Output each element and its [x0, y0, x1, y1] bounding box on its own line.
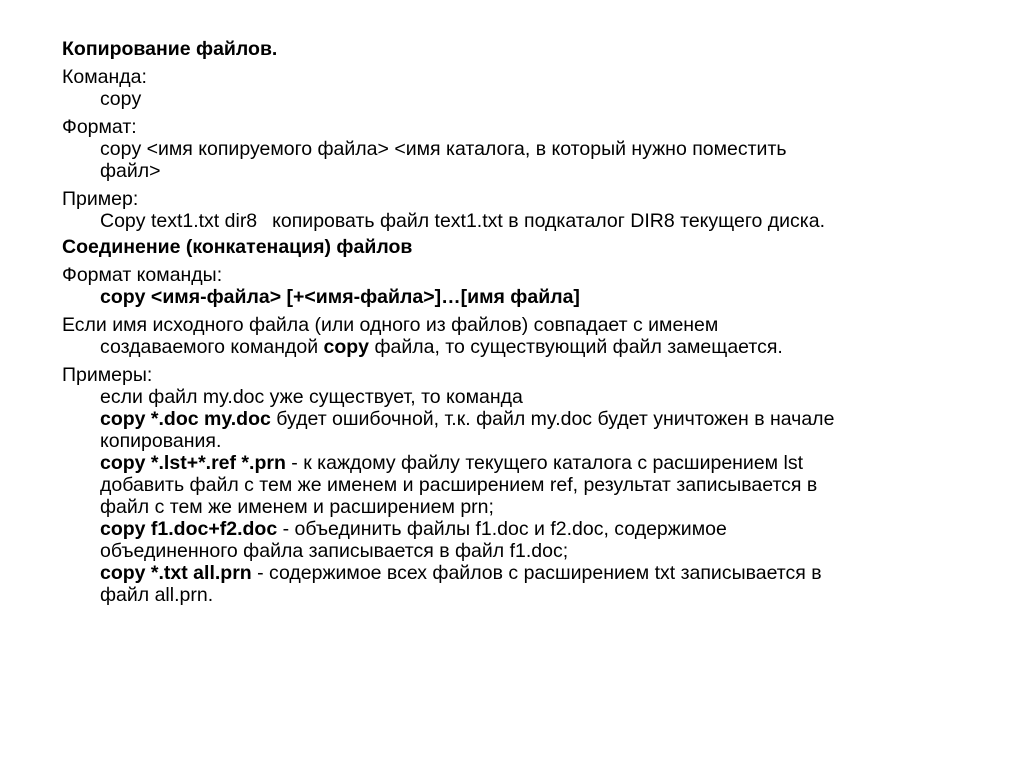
command-label: Команда:: [62, 66, 147, 88]
example-text: добавить файл с тем же именем и расширением ref, результат записывается в: [100, 474, 818, 496]
note-command: copy: [323, 336, 370, 358]
section-title-copy: Копирование файлов.: [62, 38, 278, 60]
example-command: copy *.doc my.doc: [100, 408, 271, 430]
format-command-value: copy <имя-файла> [+<имя-файла>]…[имя файла]: [100, 286, 580, 308]
example-description: копировать файл text1.txt в подкаталог DIR8 текущего диска.: [272, 210, 826, 232]
examples-label: Примеры:: [62, 364, 153, 386]
format-command-label: Формат команды:: [62, 264, 223, 286]
example-label: Пример:: [62, 188, 139, 210]
example-text: файл all.prn.: [100, 584, 214, 606]
example-text: если файл my.doc уже существует, то команда: [100, 386, 523, 408]
note-text: файла, то существующий файл замещается.: [369, 336, 783, 358]
example-text: - содержимое всех файлов с расширением txt записывается в: [251, 562, 822, 584]
example-text: копирования.: [100, 430, 222, 452]
example-command: copy *.txt all.prn: [100, 562, 252, 584]
example-text: объединенного файла записывается в файл f1.doc;: [100, 540, 569, 562]
example-text: будет ошибочной, т.к. файл my.doc будет уничтожен в начале: [270, 408, 835, 430]
format-label: Формат:: [62, 116, 137, 138]
example-line: [62, 408, 962, 430]
note-line: Если имя исходного файла (или одного из файлов) совпадает с именем: [62, 314, 719, 336]
example-line: [62, 518, 962, 540]
example-line: [62, 562, 962, 584]
format-line: copy <имя копируемого файла> <имя каталога, в который нужно поместить: [100, 138, 787, 160]
example-text: файл с тем же именем и расширением prn;: [100, 496, 494, 518]
example-text: - объединить файлы f1.doc и f2.doc, содержимое: [277, 518, 727, 540]
example-text: - к каждому файлу текущего каталога с расширением lst: [285, 452, 803, 474]
example-command: copy *.lst+*.ref *.prn: [100, 452, 286, 474]
slide-content: [62, 38, 962, 606]
note-line: [62, 336, 962, 358]
note-text: создаваемого командой: [100, 336, 324, 358]
example-line: [62, 210, 962, 232]
section-title-concat: Соединение (конкатенация) файлов: [62, 236, 413, 258]
format-line: файл>: [100, 160, 161, 182]
example-command: copy f1.doc+f2.doc: [100, 518, 278, 540]
command-value: copy: [100, 88, 142, 110]
example-line: [62, 452, 962, 474]
example-command: Copy text1.txt dir8: [100, 210, 258, 232]
